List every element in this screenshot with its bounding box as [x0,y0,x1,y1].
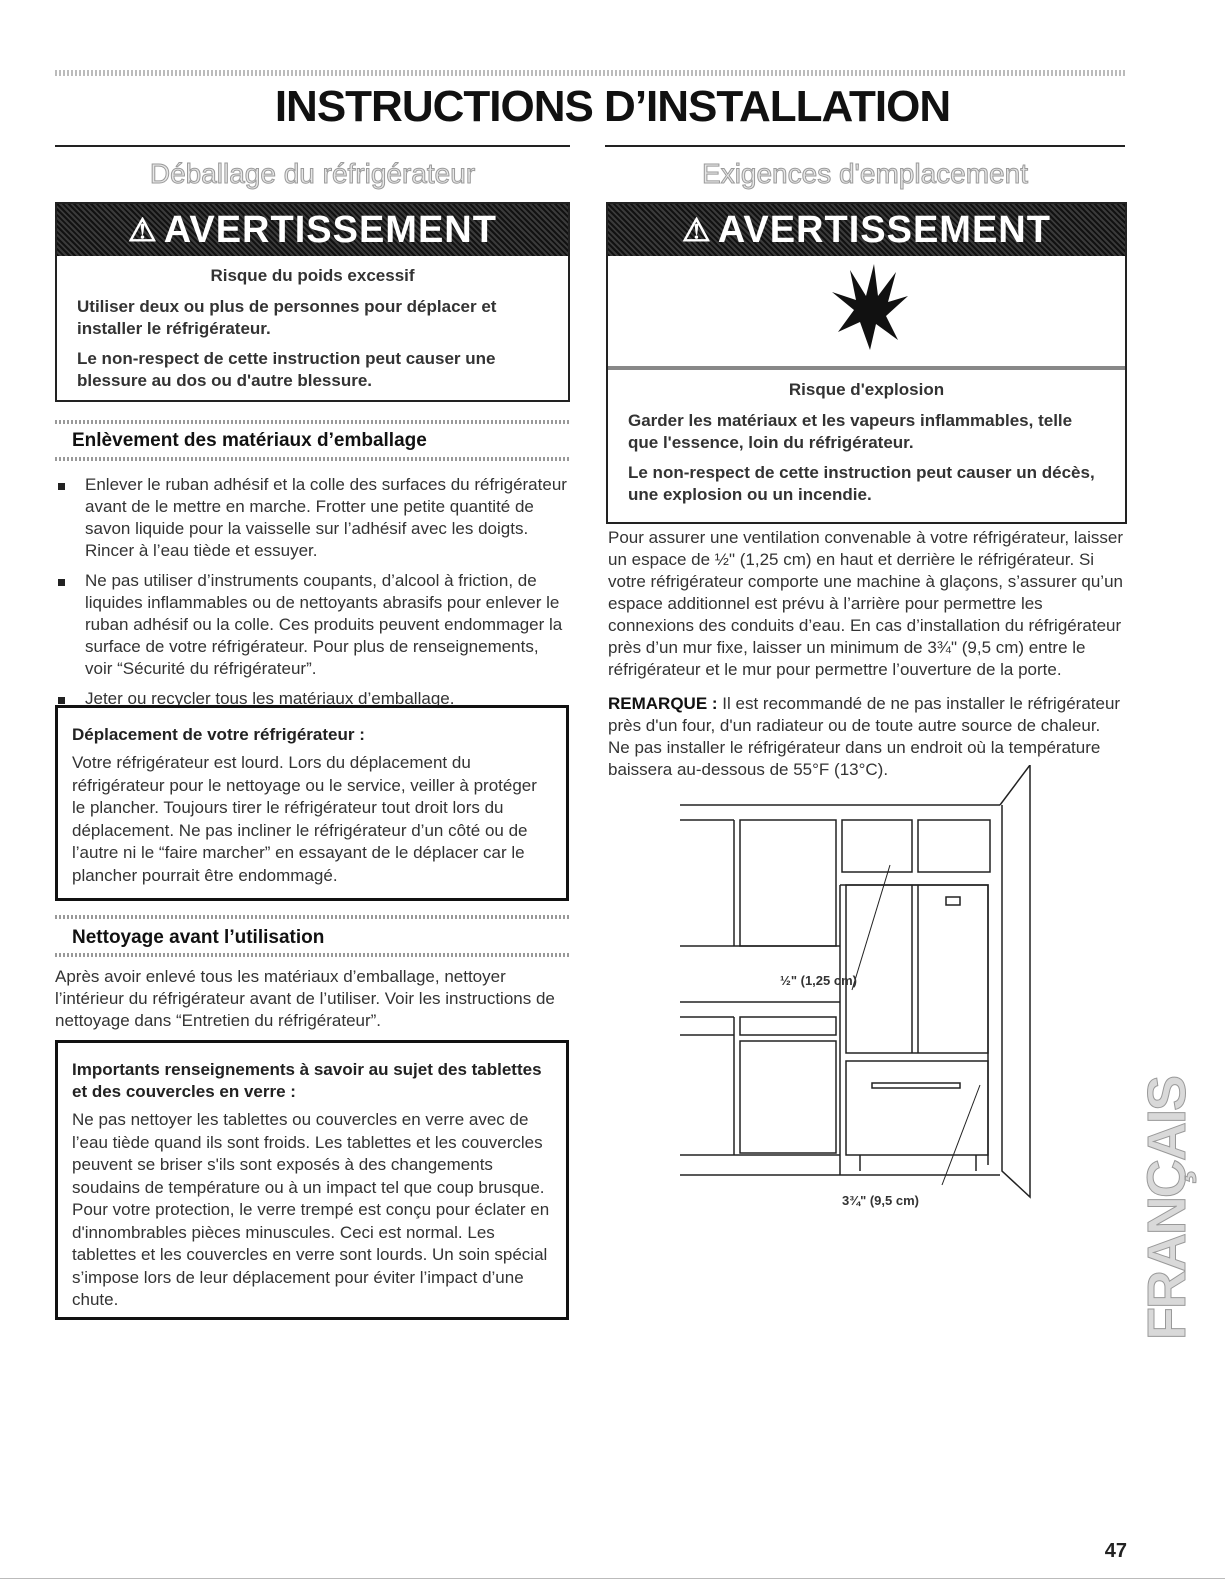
explosion-warning-box [606,202,1127,524]
side-clearance-label: 3¾" (9,5 cm) [842,1193,919,1208]
bottom-rule [0,1578,1225,1579]
removal-list [55,474,570,718]
page-title: INSTRUCTIONS D’INSTALLATION [274,82,951,131]
cleaning-heading: Nettoyage avant l’utilisation [72,927,325,948]
warning-header [57,204,568,256]
warning-line-2: Le non-respect de cette instruction peut causer un décès, une explosion ou un incendie. [628,463,1095,504]
note-label: REMARQUE : [608,694,718,713]
warning-title: Risque d'explosion [788,380,945,399]
left-section-title: Déballage du réfrigérateur [149,158,476,189]
glass-info-box [55,1040,569,1320]
list-item: Enlever le ruban adhésif et la colle des surfaces du réfrigérateur avant de le mettre en marche. Frotter une petite quantité de savon liquide pour la vaisselle sur l’adhésif avec les doigts. Rincer à l’eau tiède et essuyer. [55,474,570,562]
divider [55,457,570,461]
note-text: Il est recommandé de ne pas installer le réfrigérateur près d'un four, d'un radiateur ou de toute autre source de chaleur. Ne pas installer le réfrigérateur dans un endroit où la température baissera au-dessous de 55°F (13°C). [608,694,1121,779]
warning-header-label: AVERTISSEMENT [717,208,1051,251]
moving-info-box [55,705,569,901]
warning-title: Risque du poids excessif [210,266,415,285]
moving-heading: Déplacement de votre réfrigérateur : [72,725,365,744]
warning-line-1: Garder les matériaux et les vapeurs inflammables, telle que l'essence, loin du réfrigérateur. [628,411,1073,452]
moving-text: Votre réfrigérateur est lourd. Lors du déplacement du réfrigérateur pour le nettoyage ou le service, veiller à protéger le plancher. Toujours tirer le réfrigérateur tout droit lors du déplacement. Ne pas incliner le réfrigérateur d’un côté ou de l’autre ni le “faire marcher” en essayant de le déplacer car le plancher pourrait être endommagé. [72,753,537,885]
warning-line-1: Utiliser deux ou plus de personnes pour déplacer et installer le réfrigérateur. [77,297,497,338]
removal-heading: Enlèvement des matériaux d’emballage [72,430,427,451]
divider [55,915,570,919]
page-number: 47 [1104,1540,1127,1562]
right-section-rule [605,145,1125,147]
divider [55,953,570,957]
installation-clearance-diagram [680,765,1040,1215]
top-clearance-label: ½" (1,25 cm) [780,973,857,988]
explosion-icon [830,262,910,352]
cleaning-text: Après avoir enlevé tous les matériaux d’emballage, nettoyer l’intérieur du réfrigérateur avant de l’utiliser. Voir les instructions de nettoyage dans “Entretien du réfrigérateur”. [55,967,555,1030]
glass-text: Ne pas nettoyer les tablettes ou couvercles en verre avec de l’eau tiède quand ils sont froids. Les tablettes et les couvercles peuvent se briser s'ils sont exposés à des changements soudains de température ou à un impact tel que coup brusque. Pour votre protection, le verre trempé est conçu pour éclater en d'innombrables pièces minuscules. Ceci est normal. Les tablettes et les couvercles en verre sont lourds. Un soin spécial s’impose lors de leur déplacement pour éviter l’impact d’une chute. [72,1110,550,1309]
list-item: Jeter ou recycler tous les matériaux d’emballage. [55,688,570,710]
weight-warning-box [55,202,570,402]
warning-line-2: Le non-respect de cette instruction peut causer une blessure au dos ou d'autre blessure. [77,349,496,390]
warning-header [608,204,1125,256]
warning-header-label: AVERTISSEMENT [163,208,497,251]
divider [55,420,570,424]
warning-triangle-icon: ⚠ [128,212,158,248]
list-item: Ne pas utiliser d’instruments coupants, d’alcool à friction, de liquides inflammables ou de nettoyants abrasifs pour enlever le ruban adhésif ou la colle. Ces produits peuvent endommager la surface de votre réfrigérateur. Pour plus de renseignements, voir “Sécurité du réfrigérateur”. [55,570,570,680]
right-section-title: Exigences d'emplacement [702,158,1028,189]
language-tab: FRANÇAIS [1137,1077,1197,1340]
ventilation-paragraph: Pour assurer une ventilation convenable à votre réfrigérateur, laisser un espace de ½" (1,25 cm) en haut et derrière le réfrigérateur. Si votre réfrigérateur comporte une machine à glaçons, s’assurer qu’un espace additionnel est prévu à l’arrière pour permettre les connexions des conduits d’eau. En cas d’installation du réfrigérateur près d’un mur fixe, laisser un minimum de 3¾" (9,5 cm) entre le réfrigérateur et le mur pour permettre l’ouverture de la porte. [608,528,1124,679]
explosion-icon-area [608,256,1125,370]
top-dotted-line [55,70,1125,76]
glass-heading: Importants renseignements à savoir au sujet des tablettes et des couvercles en verre : [72,1060,542,1101]
warning-triangle-icon: ⚠ [682,212,712,248]
left-section-rule [55,145,570,147]
